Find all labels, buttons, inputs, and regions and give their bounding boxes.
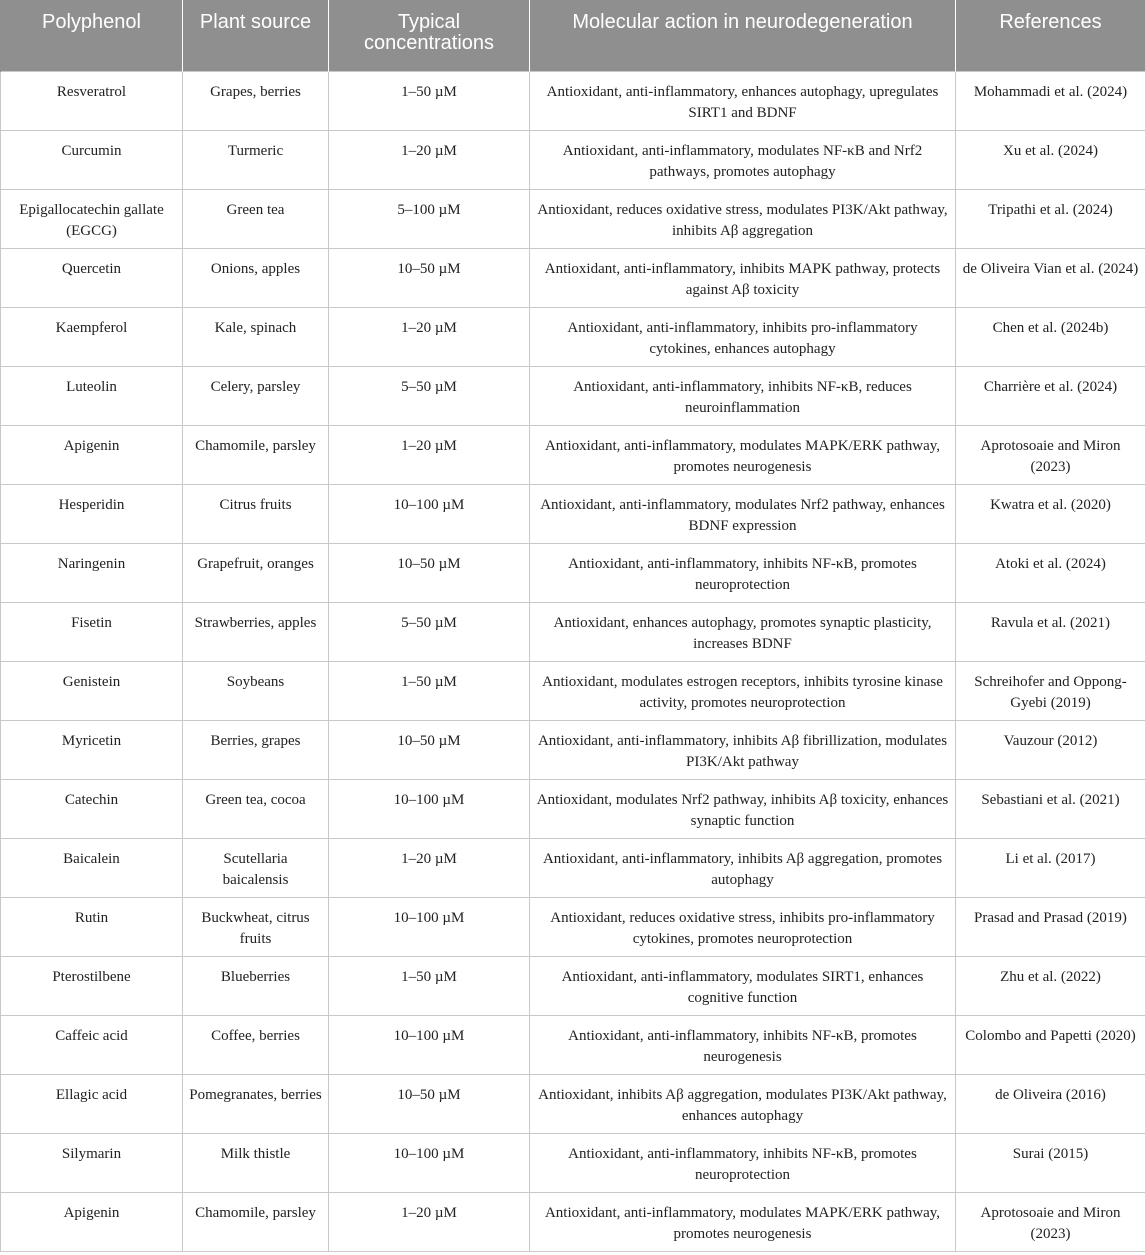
cell-polyphenol: Resveratrol [1,71,183,130]
header-polyphenol: Polyphenol [1,0,183,71]
cell-concentration: 10–50 µM [329,720,530,779]
table-row [1,838,1145,897]
cell-concentration: 1–20 µM [329,838,530,897]
cell-plant-source: Onions, apples [183,248,329,307]
cell-plant-source: Chamomile, parsley [183,1192,329,1251]
cell-polyphenol: Naringenin [1,543,183,602]
cell-reference: Chen et al. (2024b) [956,307,1145,366]
table-row [1,366,1145,425]
cell-concentration: 10–50 µM [329,248,530,307]
cell-molecular-action: Antioxidant, anti-inflammatory, inhibits NF-κB, promotes neuroprotection [530,1133,956,1192]
cell-plant-source: Green tea [183,189,329,248]
cell-concentration: 1–50 µM [329,956,530,1015]
table-row [1,484,1145,543]
cell-reference: Schreihofer and Oppong-Gyebi (2019) [956,661,1145,720]
cell-reference: Aprotosoaie and Miron (2023) [956,1192,1145,1251]
cell-reference: Aprotosoaie and Miron (2023) [956,425,1145,484]
cell-reference: Charrière et al. (2024) [956,366,1145,425]
cell-polyphenol: Pterostilbene [1,956,183,1015]
cell-reference: Li et al. (2017) [956,838,1145,897]
cell-polyphenol: Fisetin [1,602,183,661]
cell-polyphenol: Genistein [1,661,183,720]
table-row [1,1133,1145,1192]
header-row [1,0,1145,71]
cell-polyphenol: Catechin [1,779,183,838]
cell-polyphenol: Hesperidin [1,484,183,543]
cell-reference: Prasad and Prasad (2019) [956,897,1145,956]
table-row [1,1015,1145,1074]
cell-plant-source: Celery, parsley [183,366,329,425]
cell-concentration: 1–20 µM [329,130,530,189]
cell-polyphenol: Curcumin [1,130,183,189]
cell-reference: de Oliveira Vian et al. (2024) [956,248,1145,307]
cell-polyphenol: Baicalein [1,838,183,897]
cell-reference: Zhu et al. (2022) [956,956,1145,1015]
table-header [1,0,1145,71]
cell-molecular-action: Antioxidant, anti-inflammatory, inhibits pro-inflammatory cytokines, enhances autophagy [530,307,956,366]
table-row [1,956,1145,1015]
header-references: References [956,0,1145,71]
cell-polyphenol: Luteolin [1,366,183,425]
cell-plant-source: Coffee, berries [183,1015,329,1074]
cell-concentration: 5–100 µM [329,189,530,248]
table-row [1,897,1145,956]
table-row [1,661,1145,720]
cell-concentration: 1–20 µM [329,425,530,484]
cell-molecular-action: Antioxidant, reduces oxidative stress, modulates PI3K/Akt pathway, inhibits Aβ aggregation [530,189,956,248]
cell-molecular-action: Antioxidant, anti-inflammatory, inhibits Aβ aggregation, promotes autophagy [530,838,956,897]
header-molecular-action: Molecular action in neurodegeneration [530,0,956,71]
cell-reference: Xu et al. (2024) [956,130,1145,189]
cell-plant-source: Milk thistle [183,1133,329,1192]
cell-molecular-action: Antioxidant, anti-inflammatory, modulates MAPK/ERK pathway, promotes neurogenesis [530,425,956,484]
cell-molecular-action: Antioxidant, anti-inflammatory, inhibits MAPK pathway, protects against Aβ toxicity [530,248,956,307]
cell-molecular-action: Antioxidant, anti-inflammatory, modulates NF-κB and Nrf2 pathways, promotes autophagy [530,130,956,189]
cell-reference: de Oliveira (2016) [956,1074,1145,1133]
cell-plant-source: Grapes, berries [183,71,329,130]
cell-polyphenol: Silymarin [1,1133,183,1192]
table-row [1,425,1145,484]
cell-concentration: 10–50 µM [329,543,530,602]
cell-molecular-action: Antioxidant, anti-inflammatory, modulates SIRT1, enhances cognitive function [530,956,956,1015]
cell-polyphenol: Quercetin [1,248,183,307]
cell-reference: Ravula et al. (2021) [956,602,1145,661]
cell-plant-source: Grapefruit, oranges [183,543,329,602]
cell-plant-source: Kale, spinach [183,307,329,366]
cell-polyphenol: Epigallocatechin gallate (EGCG) [1,189,183,248]
cell-reference: Kwatra et al. (2020) [956,484,1145,543]
cell-molecular-action: Antioxidant, anti-inflammatory, modulates MAPK/ERK pathway, promotes neurogenesis [530,1192,956,1251]
cell-molecular-action: Antioxidant, reduces oxidative stress, inhibits pro-inflammatory cytokines, promotes neuroprotection [530,897,956,956]
cell-molecular-action: Antioxidant, modulates estrogen receptors, inhibits tyrosine kinase activity, promotes neuroprotection [530,661,956,720]
cell-concentration: 10–100 µM [329,897,530,956]
header-plant-source: Plant source [183,0,329,71]
table-row [1,189,1145,248]
table-row [1,248,1145,307]
cell-concentration: 10–100 µM [329,779,530,838]
cell-molecular-action: Antioxidant, modulates Nrf2 pathway, inhibits Aβ toxicity, enhances synaptic function [530,779,956,838]
cell-molecular-action: Antioxidant, anti-inflammatory, inhibits NF-κB, reduces neuroinflammation [530,366,956,425]
cell-reference: Sebastiani et al. (2021) [956,779,1145,838]
cell-concentration: 1–20 µM [329,307,530,366]
cell-concentration: 1–20 µM [329,1192,530,1251]
cell-plant-source: Blueberries [183,956,329,1015]
cell-concentration: 5–50 µM [329,602,530,661]
cell-plant-source: Berries, grapes [183,720,329,779]
cell-plant-source: Turmeric [183,130,329,189]
cell-reference: Mohammadi et al. (2024) [956,71,1145,130]
cell-plant-source: Soybeans [183,661,329,720]
cell-plant-source: Citrus fruits [183,484,329,543]
cell-polyphenol: Caffeic acid [1,1015,183,1074]
table-row [1,543,1145,602]
cell-polyphenol: Myricetin [1,720,183,779]
table-row [1,720,1145,779]
table-row [1,130,1145,189]
cell-reference: Tripathi et al. (2024) [956,189,1145,248]
cell-molecular-action: Antioxidant, inhibits Aβ aggregation, modulates PI3K/Akt pathway, enhances autophagy [530,1074,956,1133]
table-body [1,71,1145,1251]
cell-concentration: 10–100 µM [329,484,530,543]
cell-polyphenol: Rutin [1,897,183,956]
header-typical-concentrations: Typical concentrations [329,0,530,71]
cell-concentration: 1–50 µM [329,661,530,720]
cell-polyphenol: Ellagic acid [1,1074,183,1133]
table-row [1,1074,1145,1133]
cell-polyphenol: Kaempferol [1,307,183,366]
cell-concentration: 1–50 µM [329,71,530,130]
cell-reference: Colombo and Papetti (2020) [956,1015,1145,1074]
cell-plant-source: Scutellaria baicalensis [183,838,329,897]
cell-molecular-action: Antioxidant, anti-inflammatory, modulates Nrf2 pathway, enhances BDNF expression [530,484,956,543]
table-row [1,71,1145,130]
cell-reference: Surai (2015) [956,1133,1145,1192]
cell-plant-source: Strawberries, apples [183,602,329,661]
cell-reference: Atoki et al. (2024) [956,543,1145,602]
cell-molecular-action: Antioxidant, anti-inflammatory, inhibits Aβ fibrillization, modulates PI3K/Akt pathway [530,720,956,779]
cell-polyphenol: Apigenin [1,1192,183,1251]
table-row [1,307,1145,366]
cell-concentration: 10–100 µM [329,1133,530,1192]
cell-plant-source: Green tea, cocoa [183,779,329,838]
cell-plant-source: Buckwheat, citrus fruits [183,897,329,956]
table-row [1,1192,1145,1251]
cell-molecular-action: Antioxidant, enhances autophagy, promotes synaptic plasticity, increases BDNF [530,602,956,661]
cell-concentration: 10–100 µM [329,1015,530,1074]
cell-plant-source: Chamomile, parsley [183,425,329,484]
cell-concentration: 10–50 µM [329,1074,530,1133]
cell-molecular-action: Antioxidant, anti-inflammatory, inhibits NF-κB, promotes neuroprotection [530,543,956,602]
cell-molecular-action: Antioxidant, anti-inflammatory, inhibits NF-κB, promotes neurogenesis [530,1015,956,1074]
cell-plant-source: Pomegranates, berries [183,1074,329,1133]
cell-concentration: 5–50 µM [329,366,530,425]
cell-polyphenol: Apigenin [1,425,183,484]
table-row [1,779,1145,838]
cell-reference: Vauzour (2012) [956,720,1145,779]
table-row [1,602,1145,661]
cell-molecular-action: Antioxidant, anti-inflammatory, enhances autophagy, upregulates SIRT1 and BDNF [530,71,956,130]
